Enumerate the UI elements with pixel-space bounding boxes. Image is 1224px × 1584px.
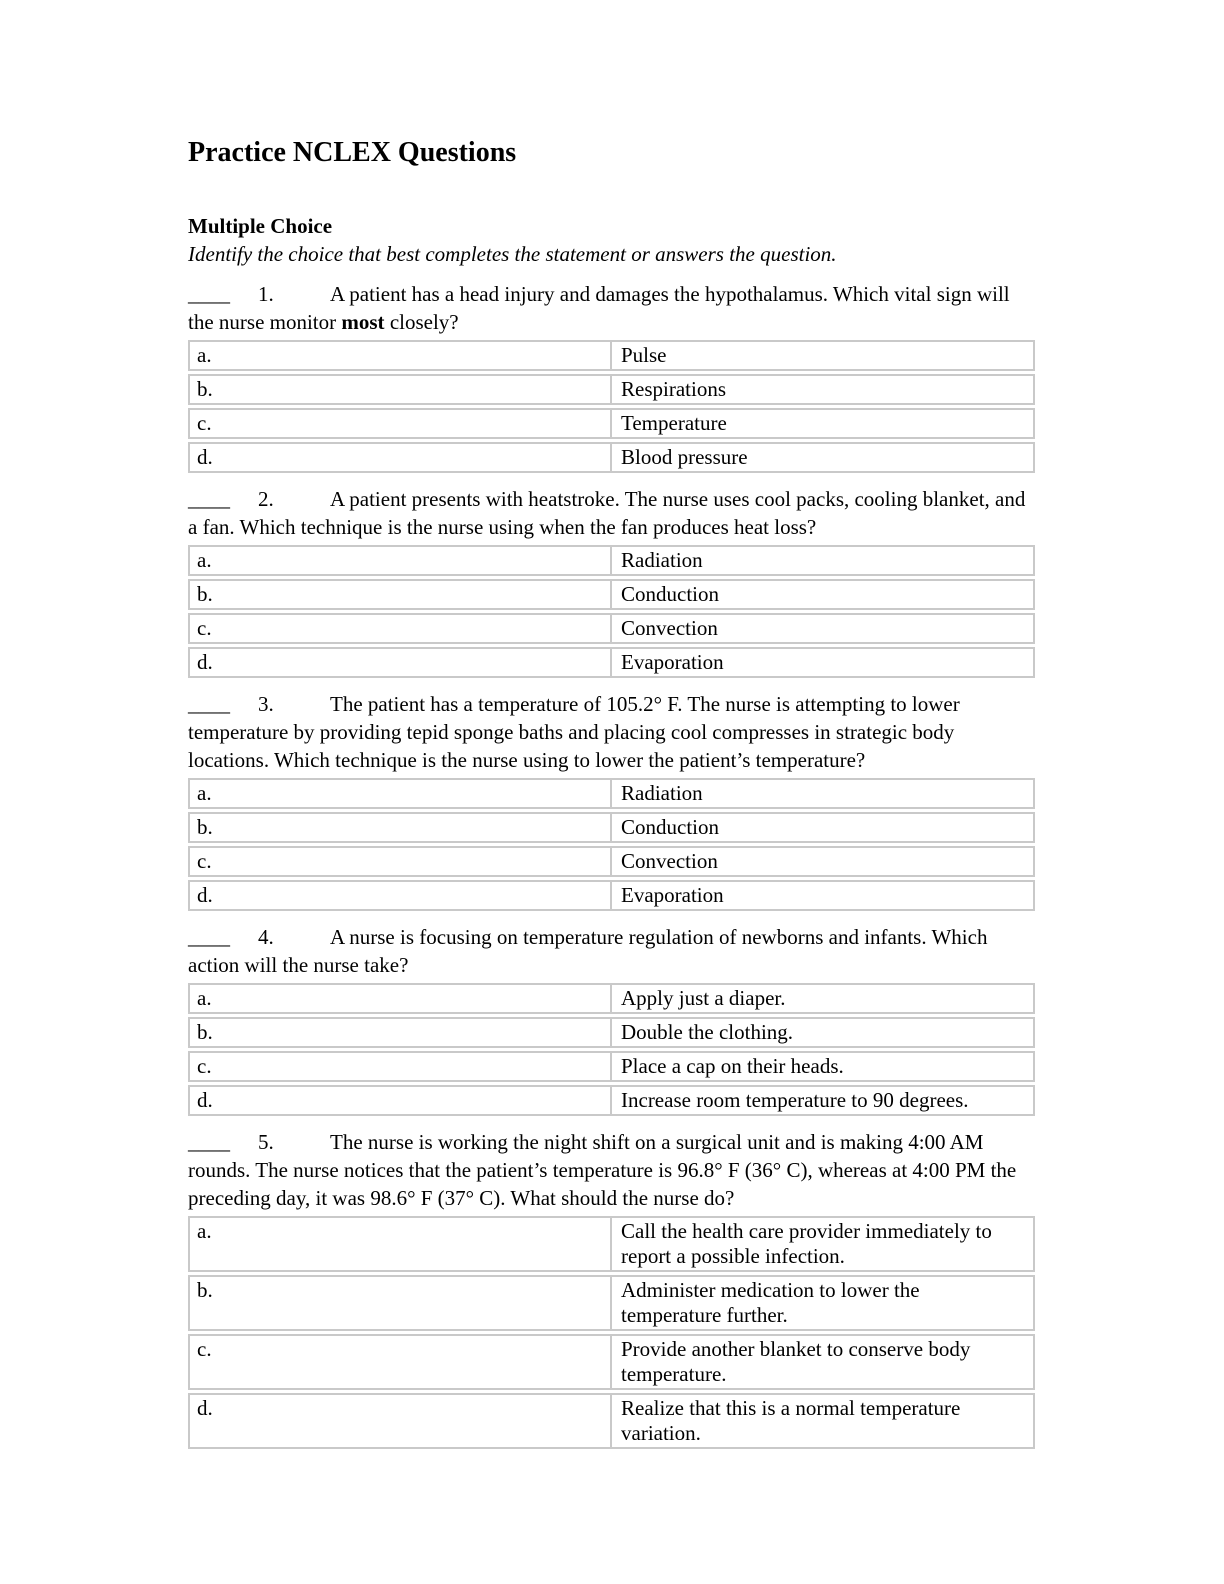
choice-text: Place a cap on their heads. <box>621 1054 844 1078</box>
choice-letter: a. <box>190 342 612 369</box>
question-number: 4. <box>258 925 274 949</box>
question-number: 1. <box>258 282 274 306</box>
choice-text: Conduction <box>621 815 719 839</box>
choice-row <box>188 1216 1035 1272</box>
answer-blank: ____ <box>188 692 230 716</box>
choice-letter: c. <box>190 1053 612 1080</box>
choice-text: Provide another blanket to conserve body temperature. <box>621 1337 971 1386</box>
choice-letter: b. <box>190 1019 612 1046</box>
choices-table <box>188 778 1035 911</box>
choice-row <box>188 1017 1035 1048</box>
choice-letter: b. <box>190 376 612 403</box>
question-number: 3. <box>258 692 274 716</box>
question-bold-word: most <box>341 310 385 334</box>
choice-text: Administer medication to lower the temperature further. <box>621 1278 920 1327</box>
question-body-text: A patient presents with heatstroke. The nurse uses cool packs, cooling blanket, and a fan. Which technique is the nurse using when the fan produces heat loss? <box>188 487 1026 539</box>
choice-row <box>188 983 1035 1014</box>
question-body-text: The patient has a temperature of 105.2° F. The nurse is attempting to lower temperature by providing tepid sponge baths and placing cool compresses in strategic body locations. Which technique is the nurse using to lower the patient’s temperature? <box>188 692 960 772</box>
question-number: 5. <box>258 1130 274 1154</box>
choice-row <box>188 340 1035 371</box>
choice-text: Conduction <box>621 582 719 606</box>
section-heading: Multiple Choice <box>188 214 333 238</box>
choice-row <box>188 778 1035 809</box>
page-title: Practice NCLEX Questions <box>188 137 517 168</box>
choice-row <box>188 1085 1035 1116</box>
answer-blank: ____ <box>188 925 230 949</box>
question-text <box>188 280 1035 336</box>
choice-text: Increase room temperature to 90 degrees. <box>621 1088 969 1112</box>
choice-row <box>188 613 1035 644</box>
choice-row <box>188 579 1035 610</box>
choice-text: Evaporation <box>621 883 724 907</box>
answer-blank: ____ <box>188 1130 230 1154</box>
choice-row <box>188 545 1035 576</box>
choice-letter: c. <box>190 410 612 437</box>
question-text <box>188 485 1035 541</box>
choice-text: Double the clothing. <box>621 1020 794 1044</box>
choice-text: Call the health care provider immediately to report a possible infection. <box>621 1219 992 1268</box>
choice-letter: d. <box>190 1087 612 1114</box>
question-text <box>188 690 1035 774</box>
choice-row <box>188 812 1035 843</box>
choices-table <box>188 1216 1035 1449</box>
choice-row <box>188 880 1035 911</box>
question-text <box>188 923 1035 979</box>
choice-letter: b. <box>190 581 612 608</box>
choice-row <box>188 442 1035 473</box>
choice-letter: c. <box>190 848 612 875</box>
choice-row <box>188 1051 1035 1082</box>
choice-letter: c. <box>190 1336 612 1388</box>
question-body-text: A nurse is focusing on temperature regulation of newborns and infants. Which action will the nurse take? <box>188 925 988 977</box>
choice-row <box>188 1393 1035 1449</box>
choice-text: Radiation <box>621 781 703 805</box>
choice-text: Respirations <box>621 377 726 401</box>
question-3 <box>188 690 1035 911</box>
choice-row <box>188 374 1035 405</box>
choice-text: Convection <box>621 849 718 873</box>
choice-letter: d. <box>190 444 612 471</box>
choice-letter: b. <box>190 814 612 841</box>
choice-row <box>188 647 1035 678</box>
choice-text: Temperature <box>621 411 727 435</box>
choice-text: Apply just a diaper. <box>621 986 786 1010</box>
choices-table <box>188 983 1035 1116</box>
choice-text: Realize that this is a normal temperature variation. <box>621 1396 961 1445</box>
choice-letter: d. <box>190 882 612 909</box>
choices-table <box>188 340 1035 473</box>
question-body-text-after: closely? <box>384 310 459 334</box>
choice-text: Evaporation <box>621 650 724 674</box>
choice-row <box>188 846 1035 877</box>
question-4 <box>188 923 1035 1116</box>
choice-text: Radiation <box>621 548 703 572</box>
choice-text: Blood pressure <box>621 445 748 469</box>
choice-letter: c. <box>190 615 612 642</box>
choice-letter: a. <box>190 1218 612 1270</box>
answer-blank: ____ <box>188 487 230 511</box>
section-header <box>188 212 1035 268</box>
choice-letter: b. <box>190 1277 612 1329</box>
answer-blank: ____ <box>188 282 230 306</box>
choice-row <box>188 1334 1035 1390</box>
question-1 <box>188 280 1035 473</box>
choice-row <box>188 408 1035 439</box>
choice-text: Pulse <box>621 343 667 367</box>
choice-letter: a. <box>190 547 612 574</box>
question-body-text: The nurse is working the night shift on a surgical unit and is making 4:00 AM rounds. The nurse notices that the patient’s temperature is 96.8° F (36° C), whereas at 4:00 PM the preceding day, it was 98.6° F (37° C). What should the nurse do? <box>188 1130 1017 1210</box>
choice-letter: a. <box>190 985 612 1012</box>
choice-text: Convection <box>621 616 718 640</box>
question-text <box>188 1128 1035 1212</box>
instructions-text: Identify the choice that best completes the statement or answers the question. <box>188 242 837 266</box>
question-5 <box>188 1128 1035 1449</box>
choice-row <box>188 1275 1035 1331</box>
question-number: 2. <box>258 487 274 511</box>
question-2 <box>188 485 1035 678</box>
choice-letter: a. <box>190 780 612 807</box>
choice-letter: d. <box>190 1395 612 1447</box>
question-body-text: A patient has a head injury and damages the hypothalamus. Which vital sign will the nurse monitor <box>188 282 1010 334</box>
choice-letter: d. <box>190 649 612 676</box>
choices-table <box>188 545 1035 678</box>
